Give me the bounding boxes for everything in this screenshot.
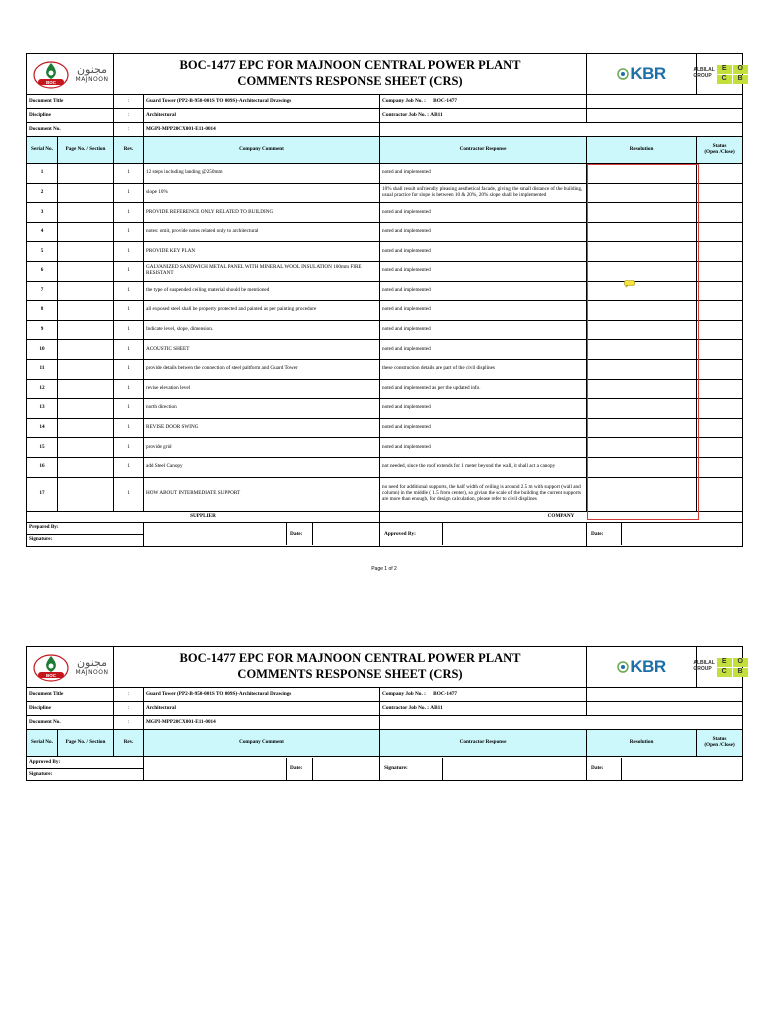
table-row (27, 379, 743, 399)
company-comment-cell: 12 steps including landing @250mm (144, 164, 380, 184)
contractor-job-no: Contractor Job No. : AB11 (380, 109, 587, 123)
contractor-response-cell: noted and implemented as per the updated info. (380, 379, 587, 399)
col-contractor-response: Contractor Response (380, 137, 587, 164)
resolution-cell (587, 261, 697, 281)
company-label: COMPANY (380, 511, 743, 522)
status-cell (697, 477, 743, 511)
page-section-cell (58, 301, 114, 321)
signature-label: Signature: (27, 769, 144, 781)
resolution-cell (587, 418, 697, 438)
title-line-1: BOC-1477 EPC FOR MAJNOON CENTRAL POWER PLANT (179, 58, 521, 73)
status-cell (697, 399, 743, 419)
contractor-response-cell: noted and implemented (380, 261, 587, 281)
company-comment-cell: provide grid (144, 438, 380, 458)
discipline-label: Discipline (27, 109, 114, 123)
table-row (27, 281, 743, 301)
approved-date-cell (144, 757, 380, 781)
ecb-logo: E O C B (717, 658, 748, 677)
contractor-response-cell: noted and implemented (380, 418, 587, 438)
colon: : (114, 95, 144, 109)
company-comment-cell: REVISE DOOR SWING (144, 418, 380, 438)
serial-cell: 1 (27, 164, 58, 184)
status-cell (697, 183, 743, 203)
rev-cell: 1 (114, 203, 144, 223)
rev-cell: 1 (114, 281, 144, 301)
col-page-section: Page No. / Section (58, 137, 114, 164)
majnoon-logo-text: MAJNOON (75, 75, 109, 83)
prepared-by-label: Prepared By: (27, 522, 144, 534)
page-section-cell (58, 457, 114, 477)
rev-cell: 1 (114, 242, 144, 262)
status-cell (697, 340, 743, 360)
rev-cell: 1 (114, 477, 144, 511)
status-cell (697, 281, 743, 301)
col-rev: Rev. (114, 137, 144, 164)
contractor-response-cell: noted and implemented (380, 301, 587, 321)
status-cell (697, 457, 743, 477)
contractor-response-cell: 10% shall result unfriendly pleasing aesthetical facade, giving the small distance of the building, usual practice for slope is between 10 & 20%, 20% slope shall be implemented (380, 183, 587, 203)
comment-note-icon[interactable] (624, 280, 635, 288)
col-page-section: Page No. / Section (58, 730, 114, 757)
date-label: Date: (287, 523, 313, 545)
sheet-title (114, 54, 587, 95)
albilal-logo: ALBILAL GROUP (693, 67, 715, 79)
contractor-response-cell: noted and implemented (380, 281, 587, 301)
page-section-cell (58, 261, 114, 281)
status-cell (697, 164, 743, 184)
resolution-cell (587, 281, 697, 301)
logo-cell (27, 54, 114, 95)
status-cell (697, 203, 743, 223)
page-section-cell (58, 183, 114, 203)
company-comment-cell: all exposed steel shall be property protected and painted as per painting procedure (144, 301, 380, 321)
page-number: Page 1 of 2 (371, 566, 397, 572)
discipline-value: Architectural (144, 702, 380, 716)
signature-cell (380, 757, 587, 781)
serial-cell: 2 (27, 183, 58, 203)
company-comment-cell: HOW ABOUT INTERMEDIATE SUPPORT (144, 477, 380, 511)
resolution-cell (587, 340, 697, 360)
majnoon-logo-arabic: مجنون (76, 63, 108, 77)
majnoon-logo (76, 657, 109, 677)
table-row (27, 359, 743, 379)
company-comment-cell: GALVANIZED SANDWICH METAL PANEL WITH MINERAL WOOL INSULATION 100mm FIRE RESISTANT (144, 261, 380, 281)
contractor-job-no: Contractor Job No. : AB11 (380, 702, 587, 716)
contractor-response-cell: not needed, since the roof extends for 1 meter beyond the wall, it shall act a canopy (380, 457, 587, 477)
kbr-logo-cell (587, 54, 697, 95)
partner-logos-cell (693, 54, 743, 95)
resolution-cell (587, 242, 697, 262)
rev-cell: 1 (114, 340, 144, 360)
document-title-value: Guard Tower (PP2-B-950-001S TO 009S)-Architectural Drawings (144, 95, 380, 109)
col-status: Status (Open /Close) (697, 730, 743, 757)
company-comment-cell: revise elevation level (144, 379, 380, 399)
prepared-date-cell (144, 522, 380, 546)
svg-text:BOC: BOC (45, 80, 56, 85)
resolution-cell (587, 301, 697, 321)
rev-cell: 1 (114, 379, 144, 399)
colon: : (114, 123, 144, 137)
page-section-cell (58, 418, 114, 438)
document-title-label: Document Title (27, 95, 114, 109)
blank-cell (587, 109, 743, 123)
serial-cell: 5 (27, 242, 58, 262)
date-label: Date: (587, 523, 622, 545)
resolution-cell (587, 457, 697, 477)
table-row (27, 261, 743, 281)
company-comment-cell: north direction (144, 399, 380, 419)
rev-cell: 1 (114, 438, 144, 458)
col-status: Status (Open /Close) (697, 137, 743, 164)
serial-cell: 6 (27, 261, 58, 281)
resolution-cell (587, 477, 697, 511)
page-section-cell (58, 340, 114, 360)
table-row (27, 320, 743, 340)
serial-cell: 13 (27, 399, 58, 419)
resolution-cell (587, 438, 697, 458)
kbr-logo-cell (587, 647, 697, 688)
colon: : (114, 716, 144, 730)
page-section-cell (58, 438, 114, 458)
document-no-value: MGPI-MPP20CX001-E11-0014 (144, 716, 380, 730)
status-cell (697, 438, 743, 458)
serial-cell: 11 (27, 359, 58, 379)
resolution-cell (587, 359, 697, 379)
document-title-value: Guard Tower (PP2-B-950-001S TO 009S)-Architectural Drawings (144, 688, 380, 702)
crs-table (26, 646, 743, 781)
col-resolution: Resolution (587, 730, 697, 757)
table-row (27, 418, 743, 438)
rev-cell: 1 (114, 261, 144, 281)
table-row (27, 477, 743, 511)
page-section-cell (58, 281, 114, 301)
page-section-cell (58, 222, 114, 242)
company-comment-cell: PROVIDE REFERENCE ONLY RELATED TO BUILDING (144, 203, 380, 223)
status-cell (697, 320, 743, 340)
rev-cell: 1 (114, 301, 144, 321)
status-cell (697, 301, 743, 321)
rev-cell: 1 (114, 222, 144, 242)
majnoon-logo-text: MAJNOON (75, 668, 109, 676)
col-company-comment: Company Comment (144, 730, 380, 757)
contractor-response-cell: noted and implemented (380, 340, 587, 360)
company-date-cell (587, 522, 743, 546)
status-cell (697, 418, 743, 438)
resolution-cell (587, 222, 697, 242)
document-no-label: Document No. (27, 716, 114, 730)
page-section-cell (58, 359, 114, 379)
blank-cell (587, 95, 743, 109)
signature-label: Signature: (27, 534, 144, 546)
serial-cell: 16 (27, 457, 58, 477)
title-line-2: COMMENTS RESPONSE SHEET (CRS) (237, 667, 463, 681)
contractor-response-cell: noted and implemented (380, 164, 587, 184)
signature-label: Signature: (380, 758, 443, 780)
majnoon-logo-arabic: مجنون (76, 656, 108, 670)
discipline-label: Discipline (27, 702, 114, 716)
document-no-label: Document No. (27, 123, 114, 137)
colon: : (114, 109, 144, 123)
contractor-response-cell: noted and implemented (380, 222, 587, 242)
partner-logos-cell (693, 647, 743, 688)
colon: : (114, 688, 144, 702)
comment-rows (27, 164, 743, 512)
serial-cell: 4 (27, 222, 58, 242)
ecb-logo: E O C B (717, 65, 748, 84)
status-cell (697, 379, 743, 399)
serial-cell: 14 (27, 418, 58, 438)
blank-cell (587, 688, 743, 702)
company-job-no: Company Job No. : BOC-1477 (380, 95, 587, 109)
boc-logo-icon (32, 59, 70, 89)
resolution-cell (587, 164, 697, 184)
status-cell (697, 222, 743, 242)
sheet-title (114, 647, 587, 688)
col-company-comment: Company Comment (144, 137, 380, 164)
table-row (27, 457, 743, 477)
resolution-cell (587, 399, 697, 419)
serial-cell: 17 (27, 477, 58, 511)
albilal-logo: ALBILAL GROUP (693, 660, 715, 672)
contractor-response-cell: noted and implemented (380, 399, 587, 419)
serial-cell: 9 (27, 320, 58, 340)
majnoon-logo (76, 64, 109, 84)
status-cell (697, 261, 743, 281)
kbr-logo: KBR (630, 657, 666, 677)
blank-cell (587, 702, 743, 716)
table-row (27, 222, 743, 242)
company-comment-cell: slope 10% (144, 183, 380, 203)
page-section-cell (58, 203, 114, 223)
contractor-response-cell: no need for additional supports, the half width of ceiling is around 2.5 m with support (wall and column) in the middle ( 1.5 from center), so givian the scale of the building the current supports are more than enough, for design calculation, please refer to civil displines (380, 477, 587, 511)
rev-cell: 1 (114, 418, 144, 438)
approved-by-label: Approved By: (27, 757, 144, 769)
table-row (27, 164, 743, 184)
resolution-cell (587, 183, 697, 203)
kbr-globe-icon (617, 656, 629, 678)
approved-by-label: Approved By: (380, 523, 443, 545)
company-date-cell (587, 757, 743, 781)
status-cell (697, 359, 743, 379)
approved-by-cell (380, 522, 587, 546)
col-rev: Rev. (114, 730, 144, 757)
title-line-1: BOC-1477 EPC FOR MAJNOON CENTRAL POWER PLANT (179, 651, 521, 666)
col-resolution: Resolution (587, 137, 697, 164)
document-no-value: MGPI-MPP20CX001-E11-0014 (144, 123, 380, 137)
crs-sheet-page-2 (26, 646, 742, 781)
colon: : (114, 702, 144, 716)
rev-cell: 1 (114, 164, 144, 184)
company-job-no: Company Job No. : BOC-1477 (380, 688, 587, 702)
contractor-response-cell: noted and implemented (380, 438, 587, 458)
resolution-cell (587, 320, 697, 340)
blank-cell (380, 716, 743, 730)
page-section-cell (58, 477, 114, 511)
title-line-2: COMMENTS RESPONSE SHEET (CRS) (237, 74, 463, 88)
rev-cell: 1 (114, 457, 144, 477)
serial-cell: 15 (27, 438, 58, 458)
crs-sheet-page-1 (26, 53, 742, 547)
company-comment-cell: provide details betwen the connection of steel paltform and Guard Tower (144, 359, 380, 379)
company-comment-cell: add Steel Canopy (144, 457, 380, 477)
company-comment-cell: Indicate level, slope, dimension. (144, 320, 380, 340)
logo-cell (27, 647, 114, 688)
resolution-cell (587, 379, 697, 399)
col-contractor-response: Contractor Response (380, 730, 587, 757)
serial-cell: 3 (27, 203, 58, 223)
company-comment-cell: ACOUSTIC SHEET (144, 340, 380, 360)
kbr-logo: KBR (630, 64, 666, 84)
discipline-value: Architectural (144, 109, 380, 123)
company-comment-cell: notes: omit, provide notes related only to architectural (144, 222, 380, 242)
serial-cell: 8 (27, 301, 58, 321)
table-row (27, 438, 743, 458)
contractor-response-cell: noted and implemented (380, 320, 587, 340)
crs-table (26, 53, 743, 547)
table-row (27, 203, 743, 223)
page-section-cell (58, 320, 114, 340)
kbr-globe-icon (617, 63, 629, 85)
col-serial: Serial No. (27, 137, 58, 164)
contractor-response-cell: noted and implemented (380, 242, 587, 262)
page-section-cell (58, 379, 114, 399)
company-comment-cell: PROVIDE KEY PLAN (144, 242, 380, 262)
serial-cell: 7 (27, 281, 58, 301)
rev-cell: 1 (114, 320, 144, 340)
col-serial: Serial No. (27, 730, 58, 757)
table-row (27, 340, 743, 360)
status-cell (697, 242, 743, 262)
contractor-response-cell: these construction details are part of the civil displines (380, 359, 587, 379)
serial-cell: 12 (27, 379, 58, 399)
document-title-label: Document Title (27, 688, 114, 702)
page-section-cell (58, 399, 114, 419)
page-section-cell (58, 242, 114, 262)
boc-logo-icon (32, 652, 70, 682)
table-row (27, 183, 743, 203)
rev-cell: 1 (114, 183, 144, 203)
blank-cell (380, 123, 743, 137)
page-section-cell (58, 164, 114, 184)
date-label: Date: (287, 758, 313, 780)
table-row (27, 301, 743, 321)
contractor-response-cell: noted and implemented (380, 203, 587, 223)
rev-cell: 1 (114, 399, 144, 419)
table-row (27, 399, 743, 419)
date-label: Date: (587, 758, 622, 780)
table-row (27, 242, 743, 262)
resolution-cell (587, 203, 697, 223)
supplier-label: SUPPLIER (27, 511, 380, 522)
company-comment-cell: the type of suspended ceiling material should be mentioned (144, 281, 380, 301)
serial-cell: 10 (27, 340, 58, 360)
svg-text:BOC: BOC (45, 673, 56, 678)
rev-cell: 1 (114, 359, 144, 379)
